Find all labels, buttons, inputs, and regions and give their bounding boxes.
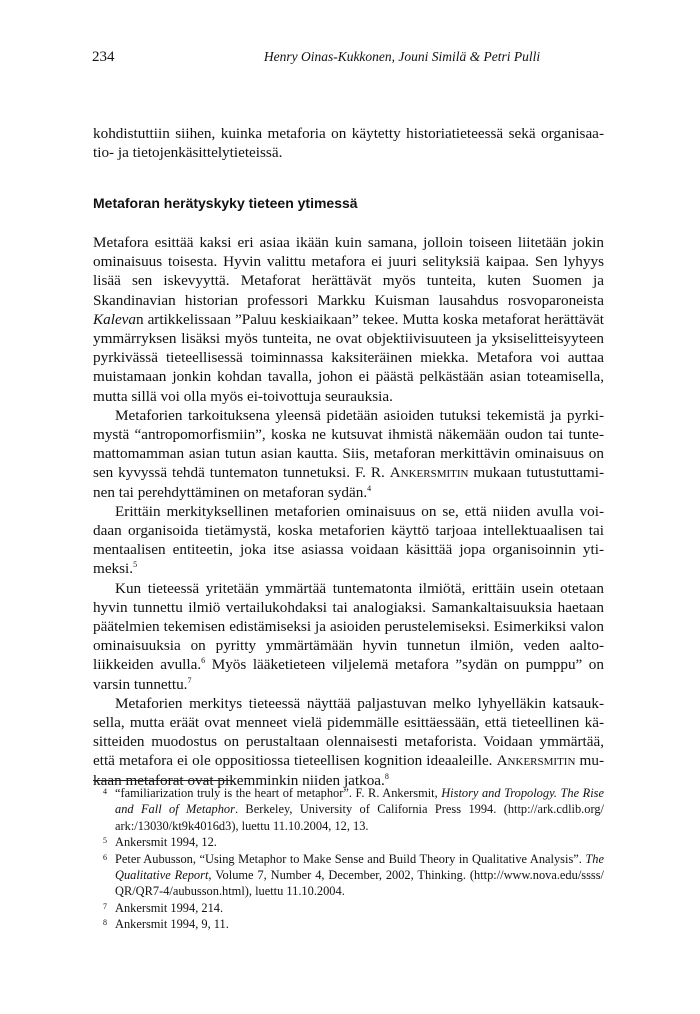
paragraph-5-text-b: mukaan metaforat ovat pikemminkin niiden jatkoa.: [93, 752, 604, 789]
paragraph-4: [93, 579, 604, 694]
footnote-4-text-a: “familiarization truly is the heart of metaphor”. F. R. Ankersmit,: [115, 786, 442, 800]
author-name-smallcaps: Ankersmitin: [496, 752, 576, 770]
footnote-7-text: Ankersmit 1994, 214.: [115, 900, 224, 915]
footnote-number: 6: [103, 852, 107, 862]
intro-paragraph: kohdistuttiin siihen, kuinka metaforia on käytetty historiatieteessä sekä organisaatio- ja tietojenkäsittelytieteissä.: [93, 125, 604, 162]
paragraph-1-text-b: n artikkelissaan ”Paluu keskiaikaan” tekee. Mutta koska metaforat herättävät ymmärryksen lisäksi myös tunteita, ne ovat objektiivisuuteen ja yksiselitteisyyteen pyrkivässä tieteellisessä toiminnassa kaksiteräinen miekka. Metafora voi auttaa muistamaan jonkin kohdan tavalla, johon ei päästä pelkästään asian toteamisella, mutta sillä voi olla myös ei-toivottuja seurauksia.: [93, 310, 604, 405]
paragraph-2-text-a: Metaforien tarkoituksena yleensä pidetään asioiden tutuksi tekemistä ja pyrkimystä “antropomorfismiin”, koska ne kutsuvat ihmistä näkemään oudon tai tuntemattomamman asian tutun asian kautta. Siis, metaforan merkittävin ominaisuus on sen kyvyssä tehdä tuntematon tunnetuksi. F. R.: [93, 406, 604, 482]
paragraph-2: [93, 406, 604, 502]
paragraph-2-text-b: mukaan tutustuttaminen tai perehdyttäminen on metaforan sydän.: [93, 464, 604, 501]
footnote-4-text-b: . Berkeley, University of California Press 1994. (http://ark.cdlib.org/ ark:/13030/kt9k4016d3), luettu 11.10.2004, 12, 13.: [115, 802, 604, 833]
page-number: 234: [92, 49, 115, 65]
paragraph-5: [93, 694, 604, 790]
footnote-8: [93, 916, 604, 932]
footnote-5: [93, 834, 604, 850]
footnote-ref-4[interactable]: 4: [367, 483, 372, 493]
footnote-number: 7: [103, 901, 107, 911]
footnote-ref-5[interactable]: 5: [133, 560, 138, 570]
footnote-8-text: Ankersmit 1994, 9, 11.: [115, 917, 229, 932]
paragraph-1-italic: Kaleva: [93, 310, 137, 328]
footnote-4: [93, 785, 604, 834]
footnote-number: 8: [103, 918, 107, 928]
paragraph-1: [93, 233, 604, 406]
footnote-6: [93, 851, 604, 900]
footnotes: [93, 785, 604, 933]
author-name-smallcaps: Ankersmitin: [389, 464, 469, 482]
footnote-number: 4: [103, 787, 107, 796]
paragraph-4-text-a: Kun tieteessä yritetään ymmärtää tuntematonta ilmiötä, erittäin usein otetaan hyvin tunnettu ilmiö vertailukohdaksi tai analogiaksi. Samankaltaisuuksia haetaan päätelmien tekemisen edistämiseksi ja asioiden perustelemiseksi. Esimerkiksi valon ominaisuuksia on pyritty ymmärtämään hyvin tunnetun ilmiön, veden aaltoliikkeiden avulla.: [93, 579, 604, 674]
footnote-7: [93, 900, 604, 916]
footnote-rule: [93, 780, 233, 781]
paragraph-3: [93, 502, 604, 579]
section-heading: Metaforan herätyskyky tieteen ytimessä: [93, 195, 358, 211]
footnote-4-italic: History and Tropology. The Rise and Fall of Metaphor: [115, 786, 604, 817]
footnote-6-italic: The Qualitative Report: [115, 851, 604, 883]
body-text: [93, 233, 604, 790]
paragraph-3-text: Erittäin merkityksellinen metaforien ominaisuus on se, että niiden avulla voidaan organisoida tietämystä, koska metaforien käyttö tarjoaa intellektuaalisen tai mentaalisen entiteetin, joka itse asiassa voidaan käsittää jopa organisoinnin ytimeksi.: [93, 502, 604, 578]
paragraph-5-text-a: Metaforien merkitys tieteessä näyttää paljastuvan melko lyhyelläkin katsauksella, mutta eräät ovat menneet vielä pidemmälle esittäessään, että tieteellinen käsitteiden muodostus on perustaltaan olennaisesti metaforista. Voidaan ymmärtää, että metafora ei ole oppositiossa tieteellisen kognition ideaaleille.: [93, 694, 604, 770]
footnote-ref-7[interactable]: 7: [187, 675, 192, 685]
footnote-ref-8[interactable]: 8: [384, 771, 389, 781]
running-header: Henry Oinas-Kukkonen, Jouni Similä & Petri Pulli: [263, 49, 541, 64]
paragraph-1-text-a: Metafora esittää kaksi eri asiaa ikään kuin samana, jolloin toiseen liitetään jokin ominaisuus toisesta. Hyvin valittu metafora ei juuri selityksiä kaipaa. Sen lyhyys lisää sen iskevyyttä. Metaforat herättävät myös tunteita, kuten Suomen ja Skandinavian historian professori Markku Kuisman lausahdus rosvoparoneista: [93, 234, 604, 309]
footnote-5-text: Ankersmit 1994, 12.: [115, 835, 217, 850]
footnote-6-text-b: , Volume 7, Number 4, December, 2002, Thinking. (http://www.nova.edu/ssss/ QR/QR7-4/aubusson.html), luettu 11.10.2004.: [115, 868, 604, 899]
footnote-6-text-a: Peter Aubusson, “Using Metaphor to Make Sense and Build Theory in Qualitative Analysis”.: [115, 851, 586, 866]
footnote-number: 5: [103, 836, 107, 846]
paragraph-4-text-b: Myös lääketieteen viljelemä metafora ”sydän on pumppu” on varsin tunnettu.: [93, 656, 604, 693]
footnote-ref-6[interactable]: 6: [201, 656, 206, 666]
